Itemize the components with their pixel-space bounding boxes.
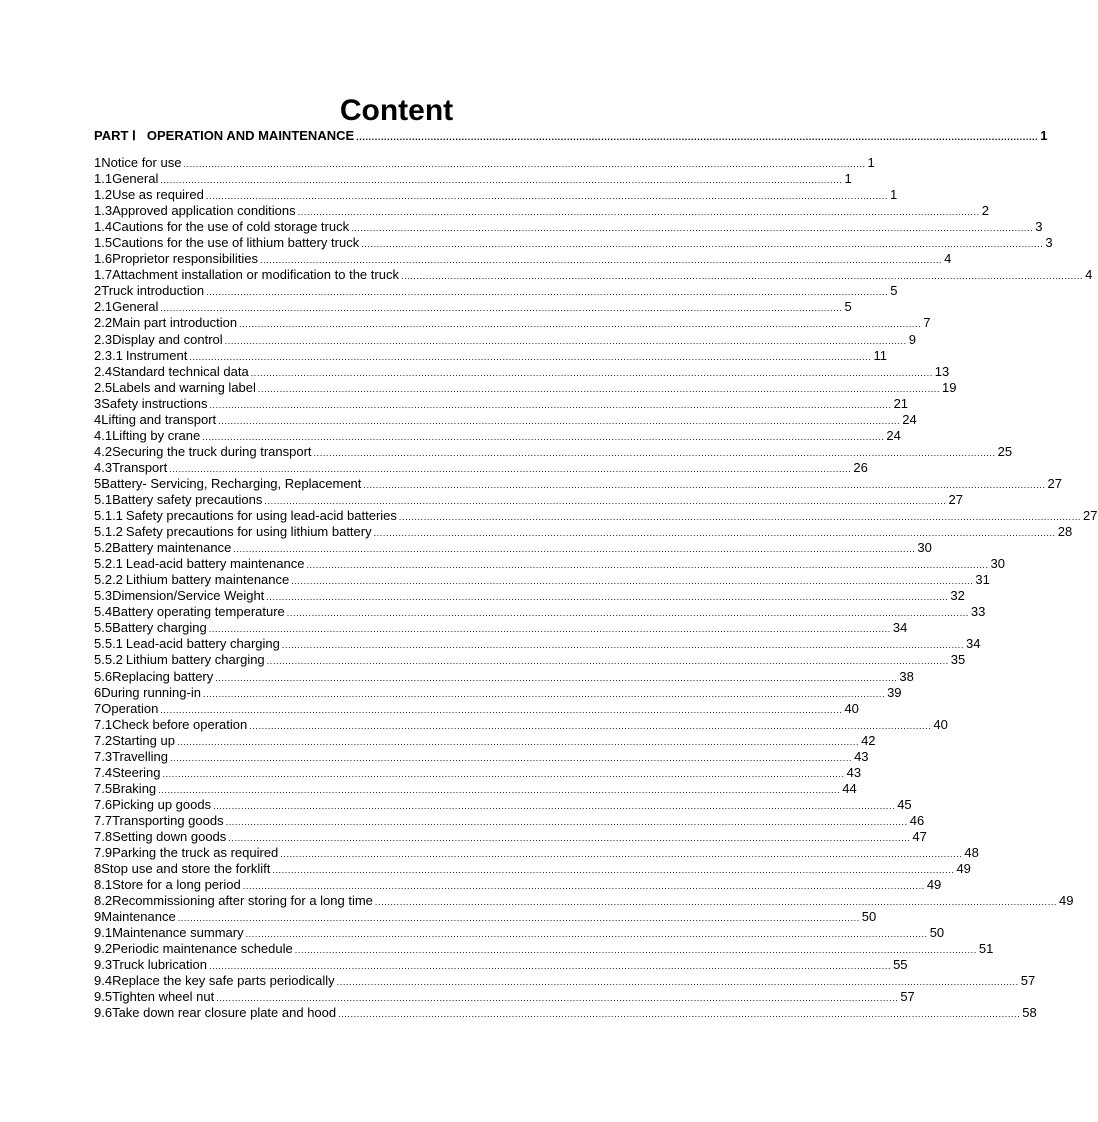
dot-leader: ............................................................................................................................................................................................................................ [202, 688, 886, 699]
dot-leader: ............................................................................................................................................................................................................................ [294, 945, 977, 956]
toc-entry[interactable] [94, 299, 852, 315]
toc-entry-label: Notice for use [101, 155, 182, 170]
toc-entry-page-number: 42 [861, 732, 876, 748]
toc-entry-number: 5.5 [94, 620, 113, 636]
toc-entry[interactable] [94, 973, 1036, 989]
toc-entry-number: 9 [94, 909, 102, 925]
dot-leader: ............................................................................................................................................................................................................................ [351, 223, 1034, 234]
toc-entry-page-number: 1 [889, 187, 898, 203]
toc-entry-label: Safety instructions [101, 395, 208, 411]
toc-entry-page-number: 4 [944, 251, 952, 267]
toc-entry-label: Lithium battery maintenance [125, 572, 290, 588]
toc-entry-page-number: 45 [897, 796, 912, 812]
dot-leader: ............................................................................................................................................................................................................................ [225, 816, 908, 827]
toc-entry-label: Safety precautions for using lithium battery [125, 524, 372, 540]
toc-entry-number: 5.4 [94, 604, 113, 620]
toc-entry-number: 4.3 [94, 459, 113, 475]
toc-entry[interactable] [94, 764, 862, 781]
dot-leader: ............................................................................................................................................................................................................................ [202, 431, 885, 442]
toc-entry-page-number: 32 [950, 588, 965, 604]
toc-entry-page-number: 49 [926, 877, 942, 893]
toc-entry-label: Approved application conditions [112, 203, 296, 219]
toc-entry-page-number: 44 [842, 780, 857, 796]
toc-entry-number: 7.2 [94, 732, 113, 748]
toc-entry-number: 9.3 [94, 957, 113, 973]
toc-entry-number: 4 [94, 411, 102, 427]
toc-entry-label: Lithium battery charging [125, 652, 265, 668]
toc-entry-page-number: 33 [970, 604, 986, 620]
toc-entry-label: General [112, 299, 159, 315]
toc-entry-page-number: 50 [929, 925, 945, 941]
toc-entry-label: General [112, 171, 159, 187]
toc-entry[interactable] [94, 700, 859, 717]
toc-entry-page-number: 43 [846, 764, 862, 780]
toc-entry-number: 9.5 [94, 989, 113, 1005]
toc-entry-page-number: 28 [1057, 524, 1073, 540]
toc-entry-number: 8 [94, 861, 102, 877]
toc-entry[interactable] [94, 620, 908, 636]
toc-entry-label: Cautions for the use of cold storage truck [112, 219, 350, 235]
toc-entry-label: Cautions for the use of lithium battery truck [112, 235, 360, 251]
toc-entry-number: 5.1 [94, 491, 113, 507]
toc-entry[interactable] [94, 780, 857, 797]
dot-leader: ............................................................................................................................................................................................................................ [266, 592, 949, 603]
toc-entry[interactable] [94, 347, 887, 364]
dot-leader: ............................................................................................................................................................................................................................ [239, 319, 922, 330]
toc-entry[interactable] [94, 716, 948, 733]
dot-leader: ............................................................................................................................................................................................................................ [257, 383, 941, 394]
toc-entry-page-number: 24 [902, 411, 917, 427]
toc-entry-number: 1.7 [94, 267, 113, 283]
toc-entry-page-number: 38 [899, 668, 914, 684]
toc-entry-label: Battery charging [112, 620, 207, 636]
dot-leader: ............................................................................................................................................................................................................................ [245, 929, 928, 940]
toc-entry-page-number: 55 [893, 957, 908, 973]
toc-entry-page-number: 35 [950, 652, 966, 668]
toc-entry-label: Battery operating temperature [112, 604, 285, 620]
toc-entry-number: 2.2 [94, 315, 113, 331]
dot-leader: ............................................................................................................................................................................................................................ [306, 560, 989, 571]
toc-entry[interactable] [94, 668, 914, 685]
toc-entry[interactable] [94, 427, 901, 444]
toc-entry[interactable] [94, 796, 912, 813]
toc-entry[interactable] [94, 909, 877, 925]
dot-leader: ............................................................................................................................................................................................................................ [160, 303, 843, 314]
toc-entry[interactable] [94, 524, 1073, 540]
toc-entry-page-number: 31 [975, 572, 990, 588]
toc-entry-number: 7.7 [94, 812, 113, 828]
dot-leader: ............................................................................................................................................................................................................................ [356, 132, 1039, 142]
toc-entry-label: Maintenance summary [112, 925, 244, 941]
toc-entry-number: 2.3 [94, 331, 113, 347]
dot-leader: ............................................................................................................................................................................................................................ [228, 832, 911, 843]
toc-entry-number: 2.4 [94, 363, 113, 379]
toc-entry[interactable] [94, 203, 989, 219]
toc-entry-number: 5.2.1 [94, 556, 123, 572]
dot-leader: ............................................................................................................................................................................................................................ [280, 849, 963, 860]
toc-entry-page-number: 3 [1045, 235, 1053, 251]
toc-entry[interactable] [94, 941, 994, 957]
toc-entry[interactable] [94, 684, 902, 701]
part-title: OPERATION AND MAINTENANCE [146, 128, 355, 143]
toc-entry-page-number: 48 [964, 845, 979, 861]
toc-entry-label: Starting up [112, 732, 175, 748]
toc-entry-number: 9.4 [94, 973, 113, 989]
dot-leader: ............................................................................................................................................................................................................................ [400, 271, 1084, 282]
toc-entry-label: Truck introduction [101, 283, 205, 299]
toc-entry-page-number: 46 [909, 812, 925, 828]
dot-leader: ............................................................................................................................................................................................................................ [297, 207, 980, 218]
toc-entry[interactable] [94, 508, 1098, 524]
toc-entry-label: Standard technical data [112, 363, 249, 379]
toc-entry-number: 5.6 [94, 668, 113, 684]
toc-entry-page-number: 49 [956, 861, 971, 877]
dot-leader: ............................................................................................................................................................................................................................ [162, 768, 845, 779]
toc-entry-number: 6 [94, 684, 102, 700]
dot-leader: ............................................................................................................................................................................................................................ [218, 415, 901, 426]
toc-entry-number: 1 [94, 155, 102, 170]
toc-entry-number: 1.3 [94, 203, 113, 219]
toc-entry[interactable] [94, 283, 898, 299]
toc-entry[interactable] [94, 925, 945, 941]
toc-entry-label: Transporting goods [112, 812, 224, 828]
toc-entry[interactable] [94, 379, 957, 396]
toc-entry-label: Parking the truck as required [112, 845, 279, 861]
toc-entry-label: Recommissioning after storing for a long time [112, 893, 373, 909]
toc-entry-page-number: 40 [933, 716, 948, 732]
table-of-contents [94, 155, 1098, 1022]
toc-entry[interactable] [94, 251, 952, 267]
toc-entry-page-number: 1 [844, 171, 852, 187]
toc-entry[interactable] [94, 588, 965, 604]
toc-entry-page-number: 4 [1085, 267, 1093, 283]
toc-entry[interactable] [94, 636, 981, 652]
toc-entry-page-number: 49 [1059, 893, 1074, 909]
toc-entry[interactable] [94, 861, 971, 877]
toc-entry[interactable] [94, 443, 1013, 460]
toc-entry-label: Setting down goods [112, 828, 227, 844]
toc-entry[interactable] [94, 475, 1062, 492]
toc-entry[interactable] [94, 187, 898, 203]
toc-entry-number: 9.2 [94, 941, 113, 957]
toc-entry-number: 1.5 [94, 235, 113, 251]
page-title: Content [339, 94, 454, 127]
dot-leader: ............................................................................................................................................................................................................................ [373, 528, 1056, 539]
toc-entry-label: Display and control [112, 331, 223, 347]
toc-entry-page-number: 57 [900, 989, 915, 1005]
toc-entry-number: 5.3 [94, 588, 113, 604]
toc-entry-label: Tighten wheel nut [112, 989, 215, 1005]
dot-leader: ............................................................................................................................................................................................................................ [216, 993, 899, 1004]
toc-entry-label: Lifting and transport [101, 411, 217, 427]
dot-leader: ............................................................................................................................................................................................................................ [266, 656, 949, 667]
toc-entry[interactable] [94, 877, 942, 893]
toc-entry-label: Replace the key safe parts periodically [112, 973, 335, 989]
toc-entry-page-number: 27 [1083, 508, 1098, 524]
dot-leader: ............................................................................................................................................................................................................................ [264, 495, 947, 506]
toc-entry[interactable] [94, 331, 916, 348]
toc-entry-number: 1.2 [94, 187, 113, 203]
toc-entry-page-number: 1 [867, 155, 875, 170]
dot-leader: ............................................................................................................................................................................................................................ [215, 672, 898, 683]
toc-entry-number: 7.5 [94, 780, 113, 796]
toc-entry-label: Braking [112, 780, 157, 796]
dot-leader: ............................................................................................................................................................................................................................ [338, 1009, 1021, 1020]
toc-entry-page-number: 57 [1020, 973, 1036, 989]
toc-entry-label: Dimension/Service Weight [112, 588, 265, 604]
toc-entry[interactable] [94, 363, 950, 380]
toc-entry[interactable] [94, 652, 966, 668]
dot-leader: ............................................................................................................................................................................................................................ [160, 704, 843, 715]
toc-entry-page-number: 47 [912, 828, 927, 844]
dot-leader: ............................................................................................................................................................................................................................ [272, 865, 955, 876]
toc-entry-number: 7.6 [94, 796, 113, 812]
toc-entry-number: 2.5 [94, 379, 113, 395]
toc-entry-number: 8.2 [94, 893, 113, 909]
dot-leader: ............................................................................................................................................................................................................................ [249, 720, 932, 731]
toc-entry-label: Securing the truck during transport [112, 443, 312, 459]
toc-entry-number: 2.3.1 [94, 347, 123, 363]
toc-entry[interactable] [94, 556, 1006, 572]
toc-entry-label: Attachment installation or modification to the truck [112, 267, 399, 283]
dot-leader: ............................................................................................................................................................................................................................ [398, 512, 1082, 523]
toc-entry-page-number: 39 [887, 684, 902, 700]
toc-entry-page-number: 5 [844, 299, 852, 315]
toc-entry-page-number: 26 [853, 459, 868, 475]
toc-entry[interactable] [94, 315, 931, 331]
toc-entry-label: Lead-acid battery maintenance [125, 556, 305, 572]
toc-entry-label: Battery safety precautions [112, 491, 263, 507]
toc-entry[interactable] [94, 893, 1074, 909]
toc-entry[interactable] [94, 267, 1093, 283]
toc-entry-number: 5.1.1 [94, 508, 123, 524]
toc-entry[interactable] [94, 604, 986, 620]
toc-entry-page-number: 34 [892, 620, 908, 636]
toc-entry-page-number: 30 [917, 540, 932, 556]
toc-entry-label: Operation [101, 700, 159, 716]
toc-entry-label: Travelling [112, 748, 168, 764]
toc-entry-label: Instrument [125, 347, 188, 363]
dot-leader: ............................................................................................................................................................................................................................ [374, 897, 1058, 908]
toc-entry-number: 5.2.2 [94, 572, 123, 588]
dot-leader: ............................................................................................................................................................................................................................ [205, 191, 888, 202]
toc-entry-page-number: 34 [965, 636, 981, 652]
toc-entry-page-number: 51 [978, 941, 994, 957]
dot-leader: ............................................................................................................................................................................................................................ [242, 881, 925, 892]
toc-part-heading[interactable] [94, 128, 1048, 146]
toc-entry-number: 1.1 [94, 171, 113, 187]
dot-leader: ............................................................................................................................................................................................................................ [209, 399, 892, 410]
dot-leader: ............................................................................................................................................................................................................................ [363, 479, 1046, 490]
toc-entry[interactable] [94, 828, 927, 845]
toc-entry-number: 9.1 [94, 925, 113, 941]
toc-entry[interactable] [94, 989, 915, 1005]
toc-entry-number: 7.3 [94, 748, 113, 764]
toc-entry-number: 5.1.2 [94, 524, 123, 540]
toc-entry-page-number: 3 [1035, 219, 1043, 235]
toc-entry-number: 7.8 [94, 828, 113, 844]
toc-entry-number: 7.9 [94, 845, 113, 861]
dot-leader: ............................................................................................................................................................................................................................ [291, 576, 974, 587]
toc-entry-number: 9.6 [94, 1005, 113, 1021]
toc-entry-label: Battery- Servicing, Recharging, Replacement [101, 475, 362, 491]
toc-entry[interactable] [94, 171, 852, 187]
toc-entry-label: Maintenance [101, 909, 176, 925]
toc-entry-label: Store for a long period [112, 877, 241, 893]
dot-leader: ............................................................................................................................................................................................................................ [158, 784, 841, 795]
dot-leader: ............................................................................................................................................................................................................................ [208, 624, 891, 635]
toc-entry-page-number: 7 [923, 315, 931, 331]
dot-leader: ............................................................................................................................................................................................................................ [169, 463, 852, 474]
toc-entry[interactable] [94, 491, 963, 508]
dot-leader: ............................................................................................................................................................................................................................ [208, 961, 892, 972]
toc-entry-number: 4.1 [94, 427, 113, 443]
toc-entry-number: 3 [94, 395, 102, 411]
toc-entry-number: 2.1 [94, 299, 113, 315]
toc-entry-number: 5.2 [94, 540, 113, 556]
toc-entry-page-number: 21 [893, 395, 909, 411]
toc-entry-page-number: 11 [873, 347, 887, 363]
toc-entry-page-number: 13 [934, 363, 950, 379]
toc-entry-label: During running-in [101, 684, 201, 700]
toc-entry-number: 1.6 [94, 251, 113, 267]
dot-leader: ............................................................................................................................................................................................................................ [281, 640, 964, 651]
toc-entry-page-number: 27 [1047, 475, 1062, 491]
toc-entry[interactable] [94, 845, 979, 861]
toc-entry[interactable] [94, 219, 1043, 235]
toc-entry-number: 2 [94, 283, 102, 299]
dot-leader: ............................................................................................................................................................................................................................ [176, 736, 860, 747]
dot-leader: ............................................................................................................................................................................................................................ [189, 351, 872, 362]
toc-entry-label: Replacing battery [112, 668, 214, 684]
toc-entry-label: Transport [112, 459, 168, 475]
dot-leader: ............................................................................................................................................................................................................................ [224, 335, 907, 346]
toc-entry-label: Lead-acid battery charging [125, 636, 280, 652]
toc-entry-label: Labels and warning label [112, 379, 256, 395]
toc-entry-label: Picking up goods [112, 796, 212, 812]
dot-leader: ............................................................................................................................................................................................................................ [160, 175, 843, 186]
toc-entry-page-number: 58 [1022, 1005, 1037, 1021]
dot-leader: ............................................................................................................................................................................................................................ [286, 608, 969, 619]
dot-leader: ............................................................................................................................................................................................................................ [233, 544, 916, 555]
dot-leader: ............................................................................................................................................................................................................................ [183, 159, 866, 169]
toc-entry[interactable] [94, 540, 932, 556]
toc-entry-label: Proprietor responsibilities [112, 251, 259, 267]
toc-entry-page-number: 5 [890, 283, 898, 299]
toc-entry-page-number: 40 [844, 700, 859, 716]
toc-entry[interactable] [94, 459, 868, 476]
toc-entry[interactable] [94, 155, 875, 171]
dot-leader: ............................................................................................................................................................................................................................ [177, 913, 860, 924]
toc-entry-page-number: 19 [942, 379, 957, 395]
toc-entry[interactable] [94, 957, 908, 973]
toc-entry[interactable] [94, 411, 917, 428]
toc-entry[interactable] [94, 732, 876, 749]
toc-entry[interactable] [94, 572, 990, 588]
dot-leader: ............................................................................................................................................................................................................................ [169, 752, 853, 763]
toc-entry-label: Safety precautions for using lead-acid batteries [125, 508, 397, 524]
toc-entry-label: Check before operation [112, 716, 248, 732]
toc-entry-label: Main part introduction [112, 315, 238, 331]
toc-entry[interactable] [94, 235, 1053, 251]
toc-entry-number: 7 [94, 700, 102, 716]
toc-entry-number: 5.5.1 [94, 636, 123, 652]
toc-entry-label: Stop use and store the forklift [101, 861, 271, 877]
toc-entry-page-number: 27 [948, 491, 963, 507]
part-page-number: 1 [1040, 128, 1048, 143]
toc-entry-number: 7.1 [94, 716, 113, 732]
toc-entry-number: 1.4 [94, 219, 113, 235]
toc-entry-label: Steering [112, 764, 161, 780]
toc-entry-page-number: 25 [997, 443, 1013, 459]
toc-entry-page-number: 9 [908, 331, 916, 347]
dot-leader: ............................................................................................................................................................................................................................ [313, 447, 996, 458]
toc-entry[interactable] [94, 812, 925, 829]
toc-entry-number: 5.5.2 [94, 652, 123, 668]
toc-entry-page-number: 50 [861, 909, 877, 925]
toc-entry-number: 7.4 [94, 764, 113, 780]
toc-entry-page-number: 2 [981, 203, 989, 219]
dot-leader: ............................................................................................................................................................................................................................ [213, 800, 896, 811]
toc-entry-page-number: 43 [854, 748, 869, 764]
toc-entry-number: 5 [94, 475, 102, 491]
dot-leader: ............................................................................................................................................................................................................................ [361, 239, 1044, 250]
toc-entry[interactable] [94, 1005, 1037, 1021]
toc-entry-label: Lifting by crane [112, 427, 201, 443]
toc-entry-label: Periodic maintenance schedule [112, 941, 293, 957]
toc-entry-number: 8.1 [94, 877, 113, 893]
toc-entry[interactable] [94, 395, 909, 412]
toc-entry-label: Take down rear closure plate and hood [112, 1005, 337, 1021]
toc-entry-label: Battery maintenance [112, 540, 232, 556]
toc-entry-page-number: 30 [990, 556, 1006, 572]
dot-leader: ............................................................................................................................................................................................................................ [336, 977, 1019, 988]
toc-entry-label: Truck lubrication [112, 957, 207, 973]
toc-entry-number: 4.2 [94, 443, 113, 459]
part-number: PART Ⅰ [94, 128, 136, 143]
dot-leader: ............................................................................................................................................................................................................................ [260, 255, 943, 266]
toc-entry-page-number: 24 [886, 427, 901, 443]
dot-leader: ............................................................................................................................................................................................................................ [250, 367, 933, 378]
toc-entry-label: Use as required [112, 187, 204, 203]
dot-leader: ............................................................................................................................................................................................................................ [206, 287, 889, 298]
toc-entry[interactable] [94, 748, 869, 765]
